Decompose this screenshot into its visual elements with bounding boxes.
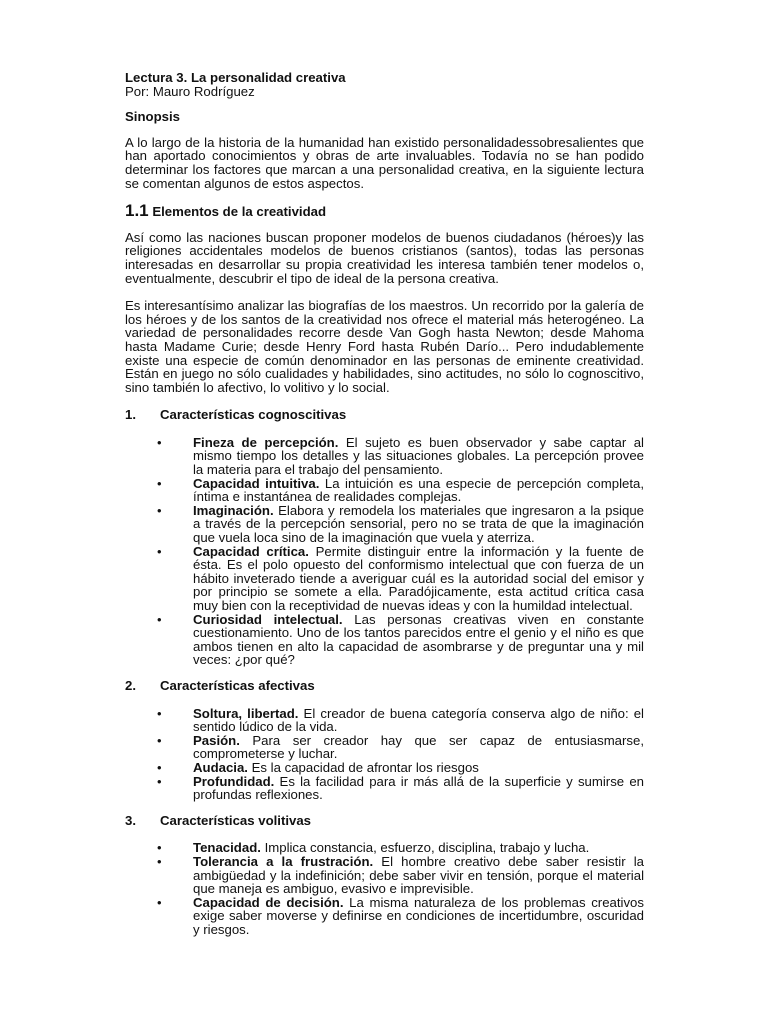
list-item (125, 855, 644, 896)
list-item-body (193, 613, 644, 667)
document-title: Lectura 3. La personalidad creativa (125, 70, 346, 85)
list-item (125, 707, 644, 734)
list-item-term: Tolerancia a la frustración. (193, 853, 374, 869)
sinopsis-heading: Sinopsis (125, 109, 180, 125)
bullet-list (125, 841, 644, 936)
document-author: Por: Mauro Rodríguez (125, 83, 255, 99)
bullet-icon: • (157, 502, 162, 518)
bullet-icon: • (157, 840, 162, 856)
list-item (125, 477, 644, 504)
list-item-term: Pasión. (193, 732, 240, 748)
list-item-body (193, 477, 644, 504)
list-item-term: Capacidad de decisión. (193, 894, 344, 910)
list-item (125, 896, 644, 937)
bullet-icon: • (157, 853, 162, 869)
characteristics-lists (125, 408, 644, 936)
list-item (125, 734, 644, 761)
bullet-list (125, 436, 644, 667)
section-paragraph: Es interesantísimo analizar las biografías de los maestros. Un recorrido por la galería de los héroes y de los santos de la creatividad nos ofrece el material más heterogéneo. La variedad de personalidades recorre desde Van Gogh hasta Newton; desde Mahoma hasta Madame Curie; desde Henry Ford hasta Rubén Darío... Pero indudablemente existe una especie de común denominador en las personas de eminente creatividad. Están en juego no sólo cualidades y habilidades, sino actitudes, no sólo lo cognoscitivo, sino también lo afectivo, lo volitivo y lo social. (125, 298, 644, 395)
list-item-term: Soltura, libertad. (193, 705, 299, 721)
list-item-body (193, 504, 644, 545)
list-item-term: Capacidad crítica. (193, 543, 309, 559)
list-heading (125, 408, 644, 422)
list-item-text: El sujeto es buen observador y sabe captar al mismo tiempo los detalles y las situaciones globales. La percepción provee la materia para el trabajo del pensamiento. (193, 434, 644, 478)
list-item-text: La intuición es una especie de percepción completa, íntima e instantánea de realidades complejas. (193, 475, 644, 505)
list-heading (125, 814, 644, 828)
list-heading-text: Características cognoscitivas (160, 407, 347, 423)
bullet-icon: • (157, 543, 162, 559)
list-item-text: Es la facilidad para ir más allá de la superficie y sumirse en profundas reflexiones. (193, 773, 644, 803)
list-item-term: Capacidad intuitiva. (193, 475, 320, 491)
list-item-text: Para ser creador hay que ser capaz de entusiasmarse, comprometerse y luchar. (193, 732, 644, 762)
list-item-text: El creador de buena categoría conserva algo de niño: el sentido lúdico de la vida. (193, 705, 644, 735)
list-number: 1. (125, 407, 136, 423)
list-item-term: Profundidad. (193, 773, 275, 789)
bullet-icon: • (157, 732, 162, 748)
list-item-text: Implica constancia, esfuerzo, disciplina, trabajo y lucha. (260, 840, 590, 856)
bullet-icon: • (157, 773, 162, 789)
list-item-text: El hombre creativo debe saber resistir la ambigüedad y la indefinición; debe saber vivir en tensión, porque el material que maneja es ambiguo, evasivo e imprevisible. (193, 853, 645, 897)
list-item-body (193, 896, 644, 937)
list-item (125, 545, 644, 613)
bullet-icon: • (157, 475, 162, 491)
list-heading-text: Características afectivas (160, 677, 315, 693)
bullet-icon: • (157, 434, 162, 450)
bullet-icon: • (157, 759, 162, 775)
list-item-text: Permite distinguir entre la información y la fuente de ésta. Es el polo opuesto del conformismo intelectual que con fuerza de un hábito inveterado tiende a averiguar cuál es la autoridad social del emisor y por principio se somete a ella. Paradójicamente, esta actitud crítica casa muy bien con la receptividad de nuevas ideas y con la humildad intelectual. (193, 543, 644, 613)
list-item-text: Elabora y remodela los materiales que ingresaron a la psique a través de la percepción sensorial, pero no se trata de que la imaginación que vuela loca sino de la imaginación que vuela y aterriza. (193, 502, 644, 546)
list-item-text: La misma naturaleza de los problemas creativos exige saber moverse y definirse en condiciones de incertidumbre, oscuridad y riesgos. (193, 894, 644, 937)
section-paragraph: Así como las naciones buscan proponer modelos de buenos ciudadanos (héroes)y las religiones accidentales modelos de buenos cristianos (santos), todas las personas interesadas en desarrollar su propia creatividad les interesa también tener modelos o, eventualmente, descubrir el tipo de ideal de la persona creativa. (125, 229, 644, 286)
list-number: 3. (125, 812, 136, 828)
document-page (125, 71, 644, 948)
list-item-term: Fineza de percepción. (193, 434, 339, 450)
list-item (125, 775, 644, 802)
list-item (125, 436, 644, 477)
list-number: 2. (125, 677, 136, 693)
section-number: 1.1 (125, 201, 149, 221)
list-item (125, 613, 644, 667)
section-heading (125, 201, 644, 221)
bullet-icon: • (157, 894, 162, 910)
list-item-term: Imaginación. (193, 502, 274, 518)
list-item-term: Tenacidad. (193, 840, 261, 856)
bullet-icon: • (157, 705, 162, 721)
list-item (125, 761, 644, 775)
list-item-term: Audacia. (193, 759, 248, 775)
section-title: Elementos de la creatividad (152, 204, 327, 220)
sinopsis-paragraph: A lo largo de la historia de la humanidad han existido personalidadessobresalientes que han aportado conocimientos y obras de arte invaluables. Todavía no se han podido determinar los factores que marcan a una personalidad creativa, en la siguiente lectura se comentan algunos de estos aspectos. (125, 134, 644, 191)
list-item-body (193, 775, 644, 802)
list-item-body (193, 436, 644, 477)
list-item-text: Las personas creativas viven en constante cuestionamiento. Uno de los tantos parecidos entre el genio y el niño es que ambos tienen en alto la capacidad de asombrarse y de preguntar una y mil veces: ¿por qué? (193, 611, 644, 668)
list-item-text: Es la capacidad de afrontar los riesgos (247, 759, 479, 775)
list-item (125, 504, 644, 545)
list-item (125, 841, 644, 855)
list-item-body (193, 761, 644, 775)
list-item-term: Curiosidad intelectual. (193, 611, 343, 627)
bullet-icon: • (157, 611, 162, 627)
list-heading-text: Características volitivas (160, 812, 312, 828)
list-heading (125, 679, 644, 693)
list-item-body (193, 841, 644, 855)
list-item-body (193, 734, 644, 761)
list-item-body (193, 545, 644, 613)
list-item-body (193, 707, 644, 734)
bullet-list (125, 707, 644, 802)
list-item-body (193, 855, 644, 896)
